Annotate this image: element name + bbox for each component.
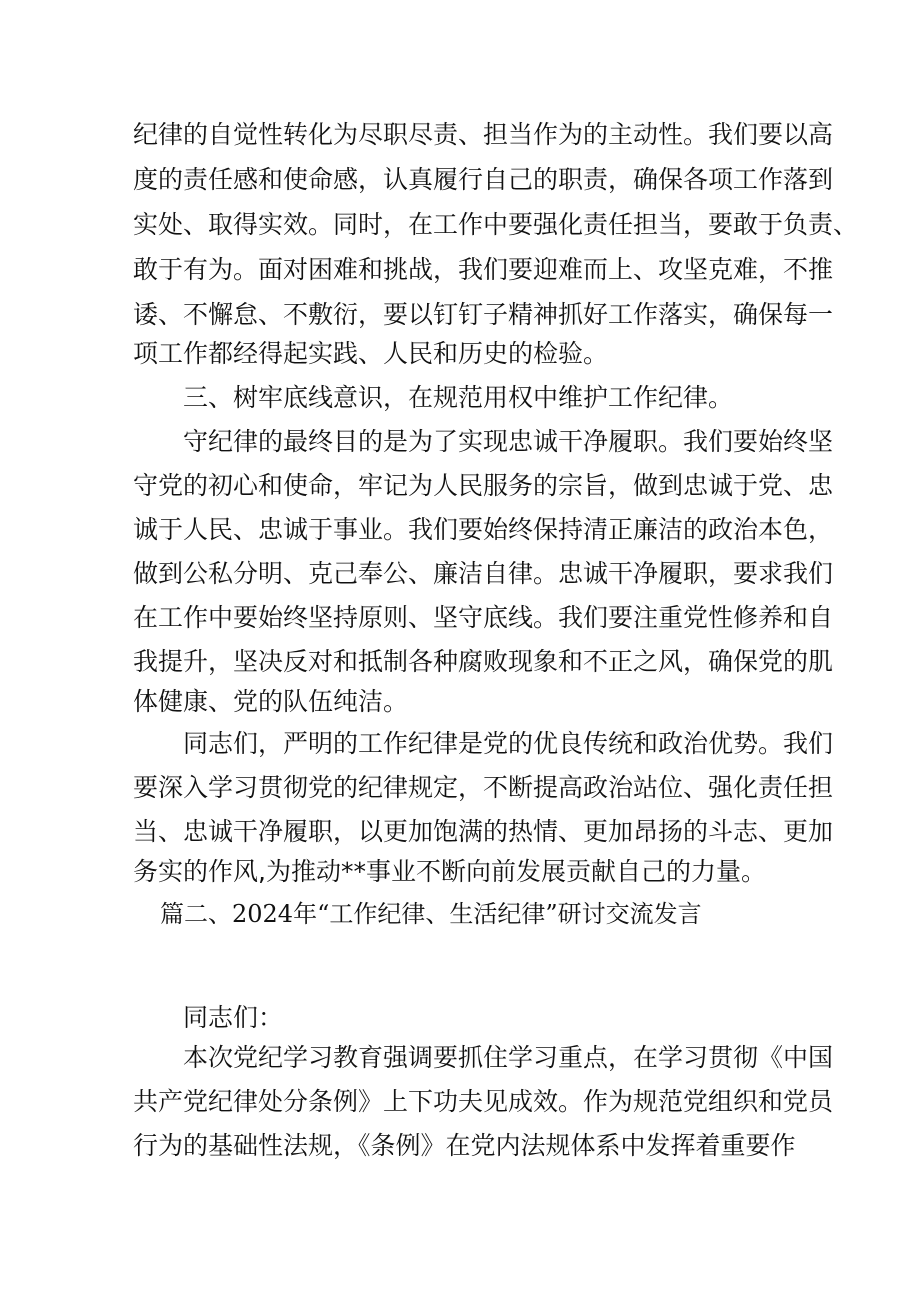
- paragraph-line: 诚于人民、忠诚于事业。我们要始终保持清正廉洁的政治本色，: [133, 515, 834, 544]
- paragraph-line: 纪律的自觉性转化为尽职尽责、担当作为的主动性。我们要以高: [133, 120, 834, 149]
- paragraph-line: 诿、不懈怠、不敷衍，要以钉钉子精神抓好工作落实，确保每一: [133, 300, 834, 329]
- paragraph-line: 实处、取得实效。同时，在工作中要强化责任担当，要敢于负责、: [133, 210, 859, 239]
- paragraph-line: 在工作中要始终坚持原则、坚守底线。我们要注重党性修养和自: [133, 603, 834, 632]
- paragraph-line: 我提升，坚决反对和抵制各种腐败现象和不正之风，确保党的肌: [133, 647, 834, 676]
- paragraph-line: 当、忠诚干净履职，以更加饱满的热情、更加昂扬的斗志、更加: [133, 817, 834, 846]
- paragraph-line: 度的责任感和使命感，认真履行自己的职责，确保各项工作落到: [133, 165, 834, 194]
- paragraph-line: 项工作都经得起实践、人民和历史的检验。: [133, 339, 609, 368]
- paragraph-line: 守纪律的最终目的是为了实现忠诚干净履职。我们要始终坚: [183, 427, 834, 456]
- paragraph-line: 要深入学习贯彻党的纪律规定，不断提高政治站位、强化责任担: [133, 773, 834, 802]
- paragraph-line: 守党的初心和使命，牢记为人民服务的宗旨，做到忠诚于党、忠: [133, 471, 834, 500]
- paragraph-line: 体健康、党的队伍纯洁。: [133, 687, 409, 716]
- paragraph-line: 行为的基础性法规，《条例》在党内法规体系中发挥着重要作: [133, 1131, 796, 1160]
- paragraph-line: 敢于有为。面对困难和挑战，我们要迎难而上、攻坚克难，不推: [133, 255, 834, 284]
- paragraph-line: 务实的作风,为推动**事业不断向前发展贡献自己的力量。: [133, 857, 766, 886]
- article-title: 篇二、2024年“工作纪律、生活纪律”研讨交流发言: [160, 900, 702, 928]
- paragraph-line: 做到公私分明、克己奉公、廉洁自律。忠诚干净履职，要求我们: [133, 559, 834, 588]
- salutation: 同志们：: [183, 1003, 284, 1032]
- section-heading: 三、树牢底线意识，在规范用权中维护工作纪律。: [183, 383, 734, 412]
- paragraph-line: 本次党纪学习教育强调要抓住学习重点，在学习贯彻《中国: [183, 1043, 834, 1072]
- paragraph-line: 共产党纪律处分条例》上下功夫见成效。作为规范党组织和党员: [133, 1087, 834, 1116]
- paragraph-line: 同志们，严明的工作纪律是党的优良传统和政治优势。我们: [183, 729, 834, 758]
